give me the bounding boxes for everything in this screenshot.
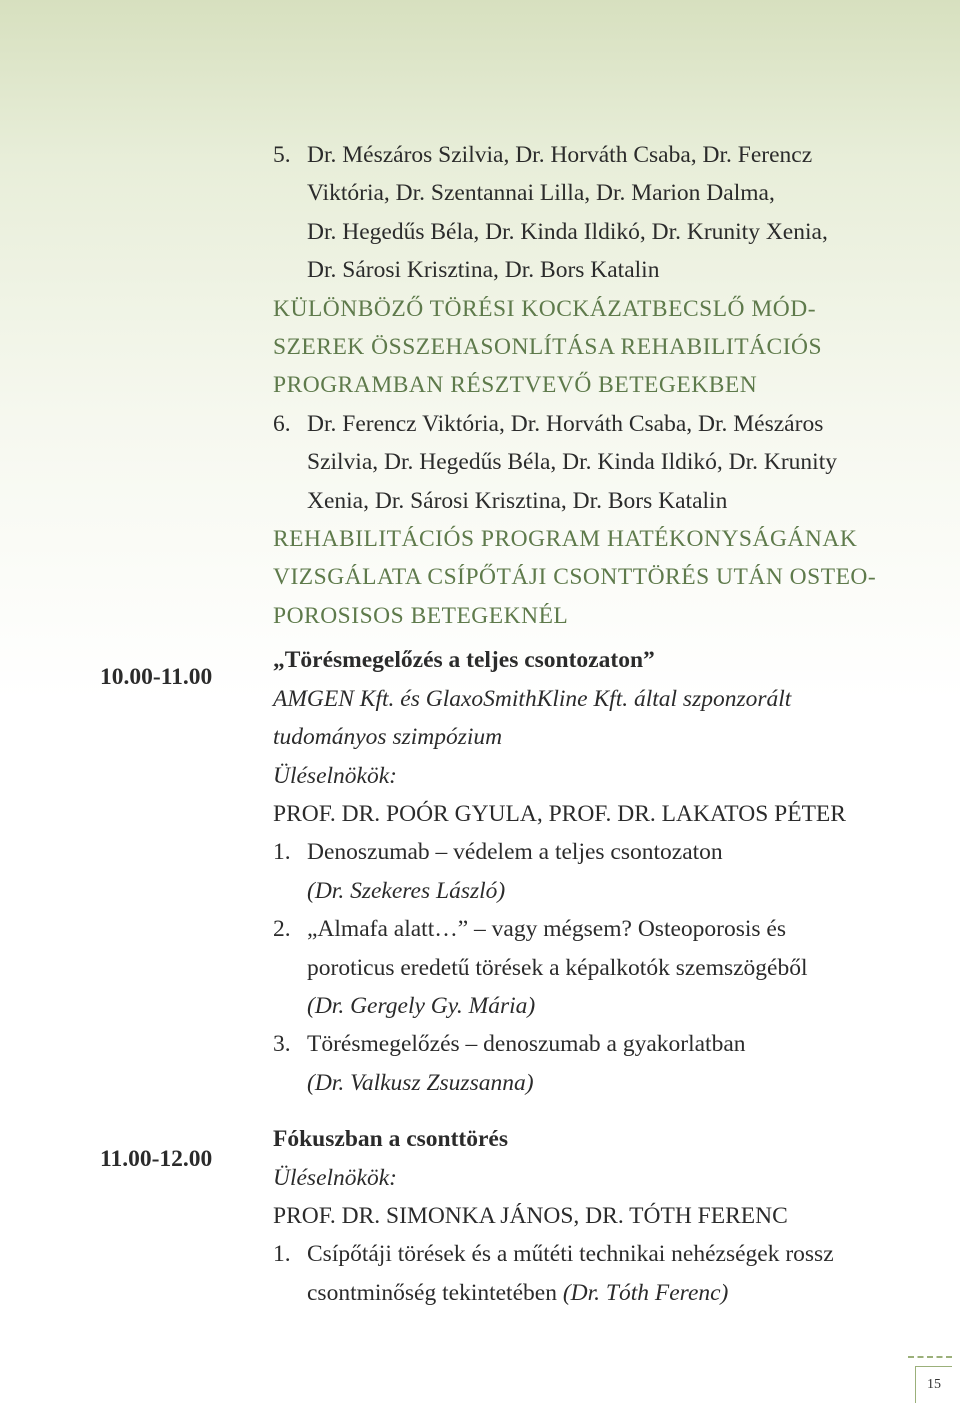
chairs-label: Üléselnökök: <box>273 762 397 789</box>
talk-title: poroticus eredetű törések a képalkotók szemszögéből <box>307 954 808 981</box>
author-line: Viktória, Dr. Szentannai Lilla, Dr. Marion Dalma, <box>307 180 775 207</box>
page-number: 15 <box>915 1366 952 1403</box>
chairs: PROF. DR. POÓR GYULA, PROF. DR. LAKATOS PÉTER <box>273 800 846 827</box>
talk-speaker: (Dr. Tóth Ferenc) <box>562 1279 729 1306</box>
title-line: VIZSGÁLATA CSÍPŐTÁJI CSONTTÖRÉS UTÁN OSTEO- <box>273 564 877 591</box>
talk-speaker: (Dr. Gergely Gy. Mária) <box>307 992 536 1019</box>
title-line: PROGRAMBAN RÉSZTVEVŐ BETEGEKBEN <box>273 372 758 399</box>
title-line: REHABILITÁCIÓS PROGRAM HATÉKONYSÁGÁNAK <box>273 526 858 553</box>
session-title: „Törésmegelőzés a teljes csontozaton” <box>273 647 655 674</box>
item-number: 6. <box>273 410 291 437</box>
author-line: Dr. Sárosi Krisztina, Dr. Bors Katalin <box>307 257 660 284</box>
session-1 <box>273 641 933 1102</box>
title-line: POROSISOS BETEGEKNÉL <box>273 602 569 629</box>
sponsor-line: tudományos szimpózium <box>273 724 503 751</box>
talk-speaker: (Dr. Szekeres László) <box>307 877 506 904</box>
author-line: Xenia, Dr. Sárosi Krisztina, Dr. Bors Katalin <box>307 487 728 514</box>
talk-title: „Almafa alatt…” – vagy mégsem? Osteoporosis és <box>307 916 786 943</box>
abstract-item-5 <box>273 136 933 290</box>
talk-number: 1. <box>273 1241 291 1268</box>
talk-title: Denoszumab – védelem a teljes csontozaton <box>307 839 723 866</box>
footer-dashes <box>908 1356 952 1358</box>
talk-number: 2. <box>273 916 291 943</box>
chairs: PROF. DR. SIMONKA JÁNOS, DR. TÓTH FERENC <box>273 1202 788 1229</box>
author-line: Dr. Hegedűs Béla, Dr. Kinda Ildikó, Dr. Krunity Xenia, <box>307 218 828 245</box>
talk-1 <box>273 833 933 910</box>
chairs-label: Üléselnökök: <box>273 1164 397 1191</box>
sponsor-line: AMGEN Kft. és GlaxoSmithKline Kft. által szponzorált <box>273 685 792 712</box>
talk-title: Törésmegelőzés – denoszumab a gyakorlatban <box>307 1031 746 1058</box>
talk-number: 3. <box>273 1031 291 1058</box>
author-line: Szilvia, Dr. Hegedűs Béla, Dr. Kinda Ildikó, Dr. Krunity <box>307 449 837 476</box>
session-2 <box>273 1120 933 1312</box>
program-content <box>273 136 933 1312</box>
title-line: SZEREK ÖSSZEHASONLÍTÁSA REHABILITÁCIÓS <box>273 334 823 361</box>
item-number: 5. <box>273 142 291 168</box>
author-line: Dr. Ferencz Viktória, Dr. Horváth Csaba, Dr. Mészáros <box>307 410 824 437</box>
talk-title: Csípőtáji törések és a műtéti technikai nehézségek rossz <box>307 1241 834 1268</box>
session-time: 10.00-11.00 <box>100 664 213 690</box>
abstract-title-6 <box>273 520 933 635</box>
title-line: KÜLÖNBÖZŐ TÖRÉSI KOCKÁZATBECSLŐ MÓD- <box>273 295 817 322</box>
talk-title-line2 <box>307 1274 933 1312</box>
talk-title: csontminőség tekintetében <box>307 1279 563 1306</box>
abstract-title-5 <box>273 290 933 405</box>
abstract-item-6 <box>273 405 933 520</box>
session-time: 11.00-12.00 <box>100 1146 213 1172</box>
session-title: Fókuszban a csonttörés <box>273 1126 509 1153</box>
talk-number: 1. <box>273 839 291 866</box>
talk-speaker: (Dr. Valkusz Zsuzsanna) <box>307 1069 534 1096</box>
talk-2 <box>273 910 933 1025</box>
author-line: Dr. Mészáros Szilvia, Dr. Horváth Csaba, Dr. Ferencz <box>307 142 813 168</box>
talk-1 <box>273 1235 933 1312</box>
talk-3 <box>273 1025 933 1102</box>
